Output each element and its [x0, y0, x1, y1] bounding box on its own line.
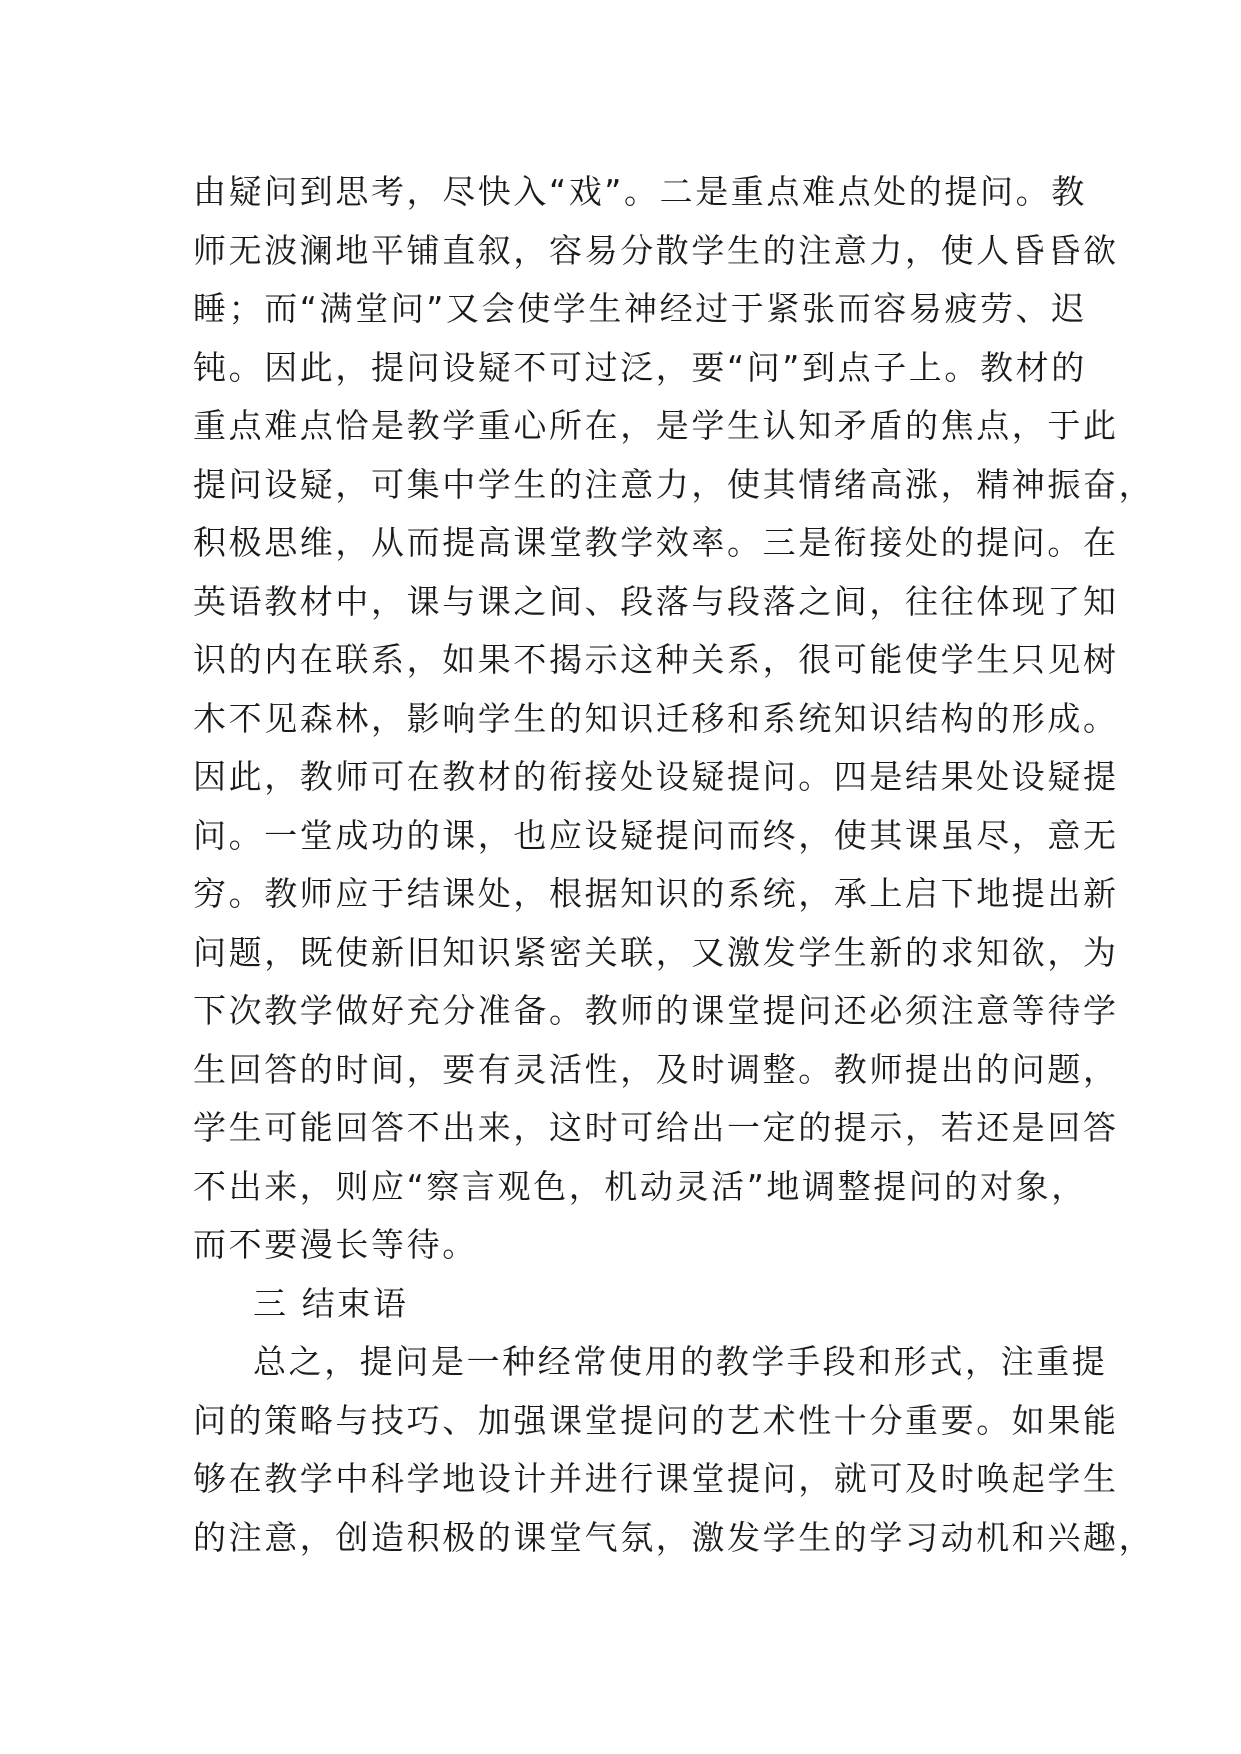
text-line: 因此，教师可在教材的衔接处设疑提问。四是结果处设疑提 — [193, 757, 1119, 796]
text-line: 的注意，创造积极的课堂气氛，激发学生的学习动机和兴趣， — [193, 1517, 1155, 1557]
text-line: 生回答的时间，要有灵活性，及时调整。教师提出的问题， — [193, 1049, 1119, 1089]
text-line: 穷。教师应于结课处，根据知识的系统，承上启下地提出新 — [193, 874, 1119, 913]
text-line: 不出来，则应“察言观色，机动灵活”地调整提问的对象， — [193, 1166, 1087, 1206]
text-line: 重点难点恰是教学重心所在，是学生认知矛盾的焦点，于此 — [193, 406, 1119, 445]
text-line: 积极思维，从而提高课堂教学效率。三是衔接处的提问。在 — [193, 523, 1119, 562]
text-line: 问。一堂成功的课，也应设疑提问而终，使其课虽尽，意无 — [193, 815, 1119, 855]
text-line: 够在教学中科学地设计并进行课堂提问，就可及时唤起学生 — [193, 1459, 1119, 1498]
text-line: 英语教材中，课与课之间、段落与段落之间，往往体现了知 — [193, 581, 1119, 621]
text-line: 提问设疑，可集中学生的注意力，使其情绪高涨，精神振奋， — [193, 464, 1155, 504]
text-line: 总之，提问是一种经常使用的教学手段和形式，注重提 — [253, 1342, 1108, 1381]
text-line: 下次教学做好充分准备。教师的课堂提问还必须注意等待学 — [193, 991, 1119, 1030]
text-line: 问的策略与技巧、加强课堂提问的艺术性十分重要。如果能 — [193, 1400, 1119, 1440]
text-line: 木不见森林，影响学生的知识迁移和系统知识结构的形成。 — [193, 698, 1119, 738]
text-line: 师无波澜地平铺直叙，容易分散学生的注意力，使人昏昏欲 — [193, 230, 1119, 270]
section-heading: 三 结束语 — [253, 1283, 409, 1323]
text-line: 钝。因此，提问设疑不可过泛，要“问”到点子上。教材的 — [193, 347, 1087, 387]
text-line: 而不要漫长等待。 — [193, 1225, 478, 1264]
text-line: 学生可能回答不出来，这时可给出一定的提示，若还是回答 — [193, 1108, 1119, 1147]
text-line: 识的内在联系，如果不揭示这种关系，很可能使学生只见树 — [193, 640, 1119, 679]
text-line: 由疑问到思考，尽快入“戏”。二是重点难点处的提问。教 — [193, 172, 1087, 211]
body-text — [193, 163, 1155, 1567]
text-line: 睡；而“满堂问”又会使学生神经过于紧张而容易疲劳、迟 — [193, 289, 1087, 328]
text-line: 问题，既使新旧知识紧密关联，又激发学生新的求知欲，为 — [193, 932, 1119, 972]
